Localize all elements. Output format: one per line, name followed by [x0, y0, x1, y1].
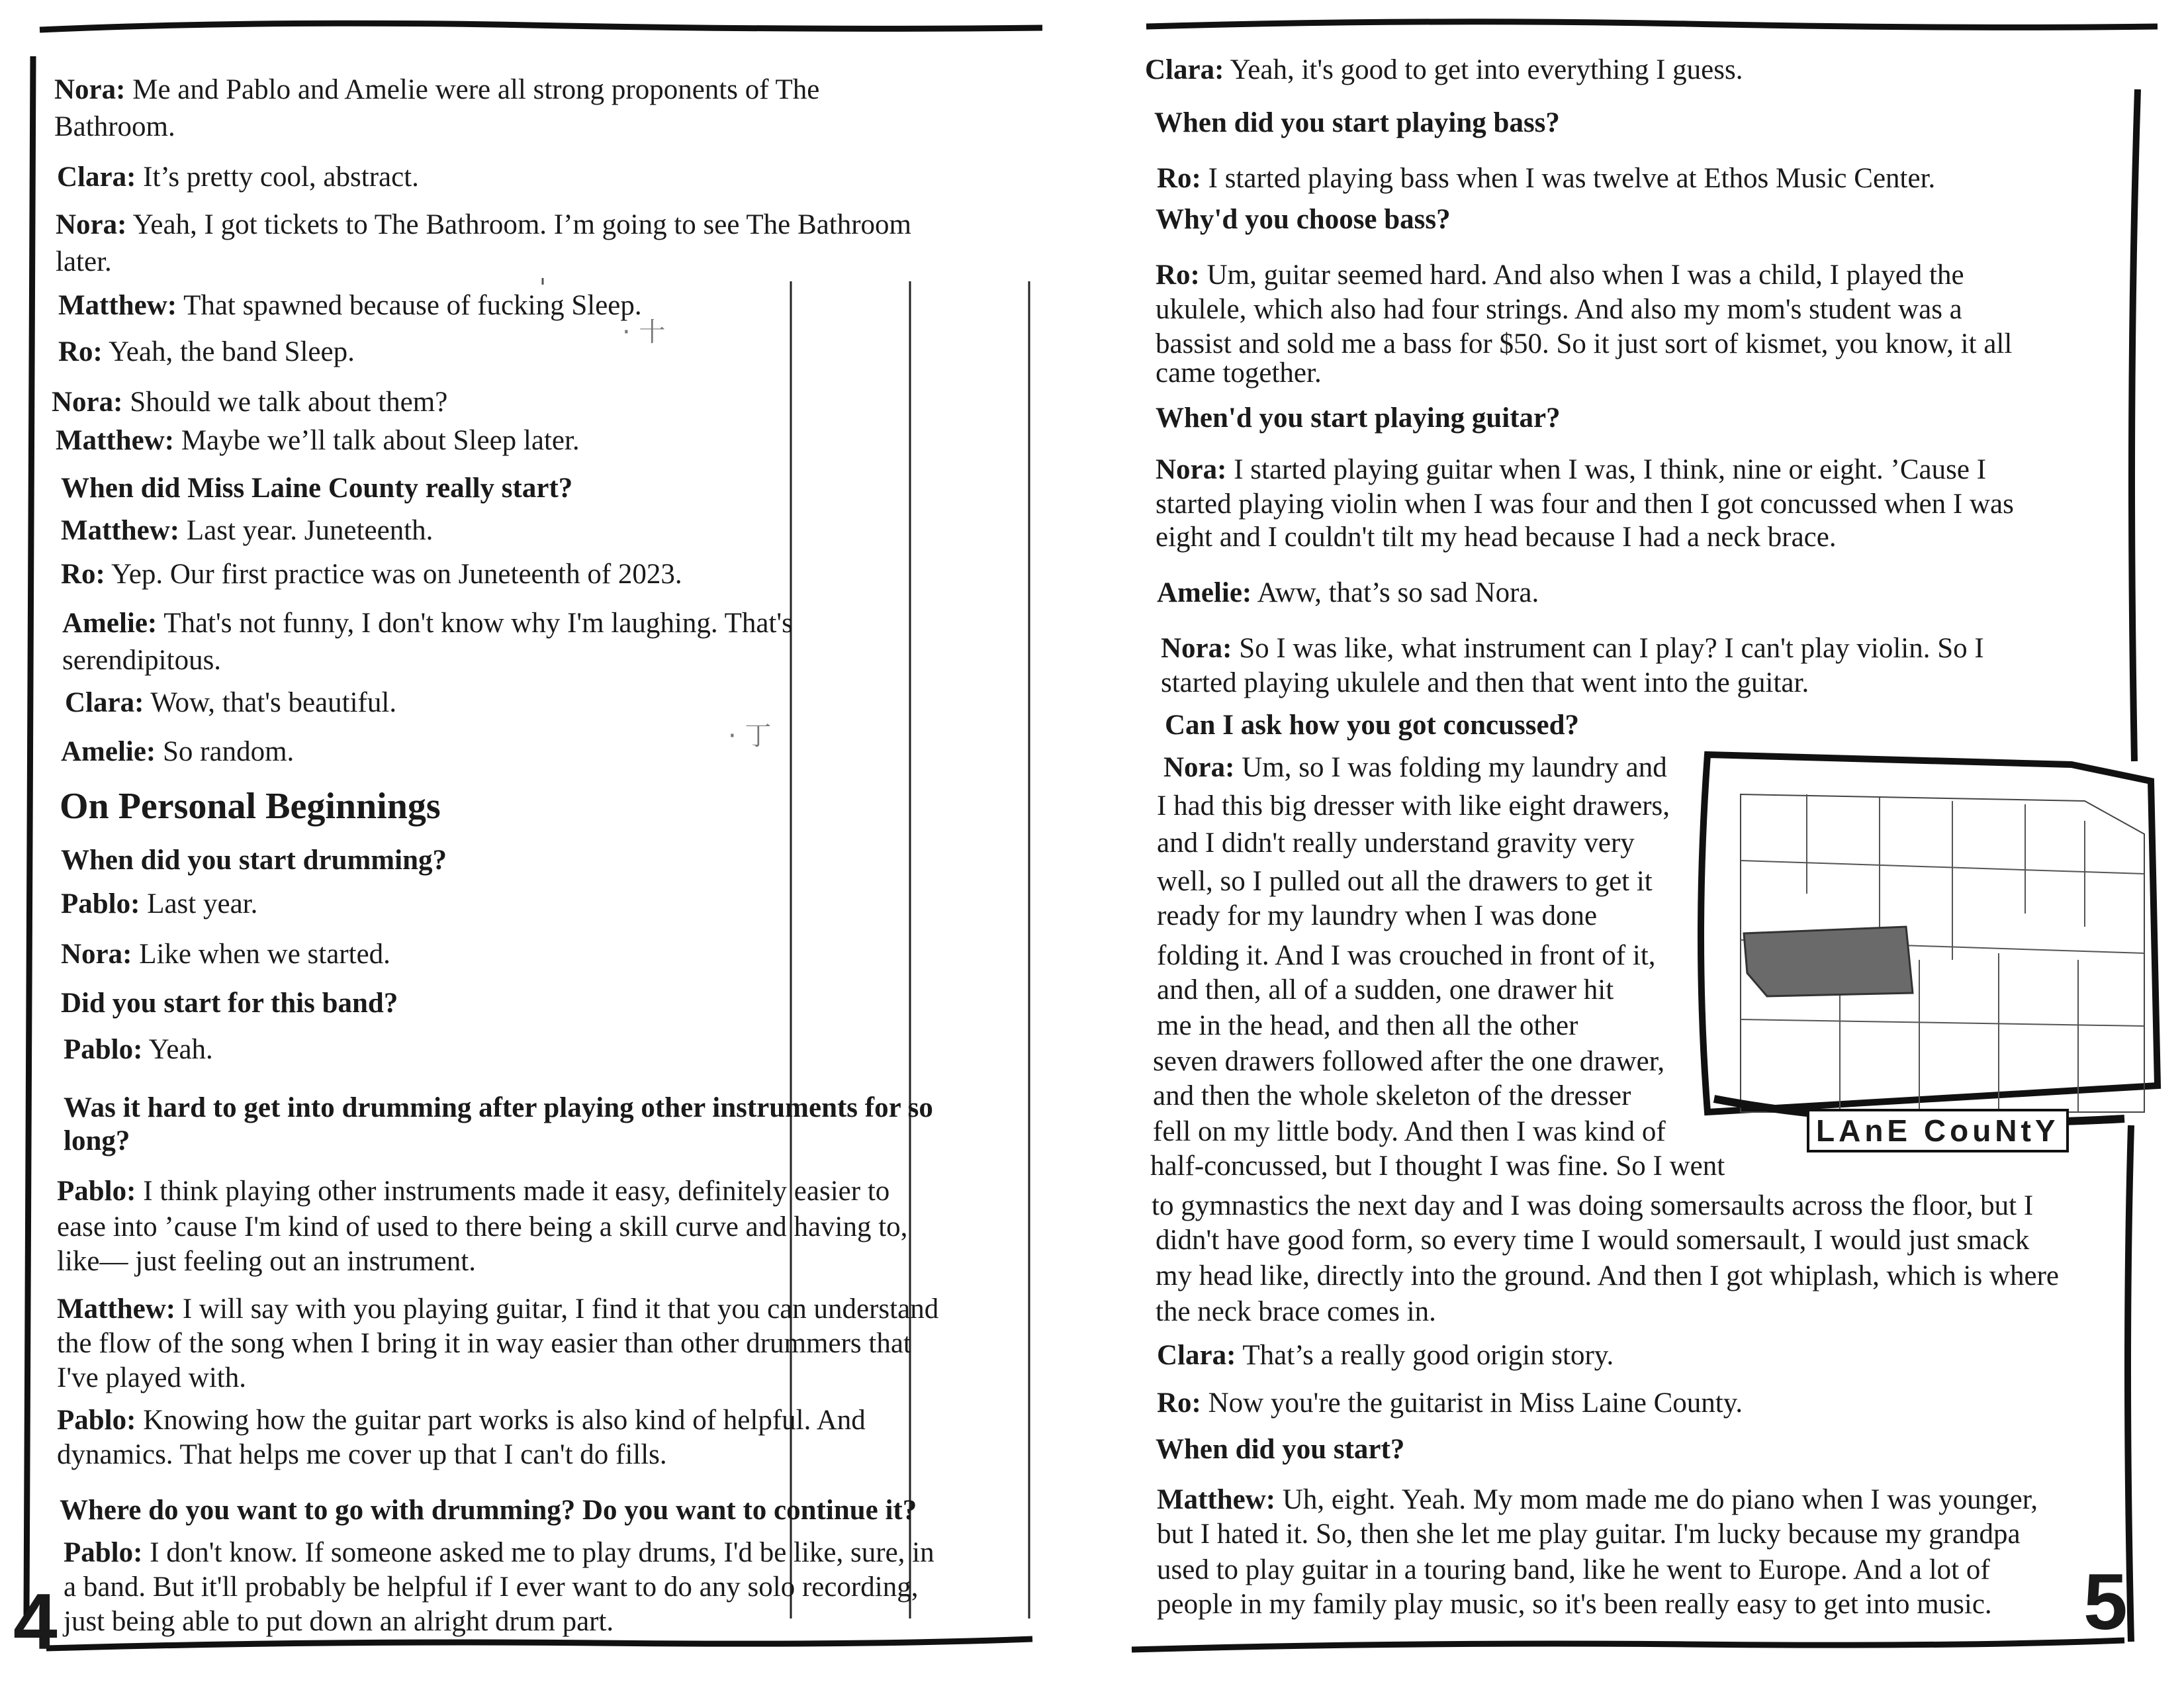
dialogue-line: used to play guitar in a touring band, like he went to Europe. And a lot of	[1157, 1554, 1990, 1585]
dialogue-line: dynamics. That helps me cover up that I can't do fills.	[57, 1439, 667, 1470]
dialogue-line: and then, all of a sudden, one drawer hit	[1157, 974, 1614, 1006]
dialogue-line: I've played with.	[57, 1362, 246, 1393]
dialogue-line: Amelie: That's not funny, I don't know why I'm laughing. That's	[62, 608, 793, 639]
dialogue-line: Ro: Now you're the guitarist in Miss Laine County.	[1157, 1387, 1743, 1419]
page-number: 5	[2083, 1558, 2128, 1646]
dialogue-line: the neck brace comes in.	[1156, 1296, 1436, 1327]
bleed-through-text: · 十	[622, 317, 666, 348]
dialogue-line: Ro: I started playing bass when I was twelve at Ethos Music Center.	[1157, 163, 1936, 194]
dialogue-line: Nora: Um, so I was folding my laundry and	[1163, 752, 1667, 783]
dialogue-line: Pablo: Yeah.	[64, 1034, 213, 1065]
dialogue-line: a band. But it'll probably be helpful if I ever want to do any solo recording,	[64, 1571, 919, 1603]
dialogue-line: Nora: So I was like, what instrument can I play? I can't play violin. So I	[1161, 633, 1984, 664]
dialogue-line: Nora: Me and Pablo and Amelie were all strong proponents of The	[54, 74, 820, 105]
dialogue-line: and I didn't really understand gravity very	[1157, 827, 1635, 859]
dialogue-line: Pablo: Last year.	[61, 888, 258, 919]
section-heading: On Personal Beginnings	[60, 786, 441, 827]
right-page	[1092, 0, 2184, 1688]
dialogue-line: started playing ukulele and then that went into the guitar.	[1161, 667, 1809, 698]
dialogue-line: fell on my little body. And then I was kind of	[1153, 1116, 1666, 1147]
dialogue-line: Clara: Wow, that's beautiful.	[65, 687, 397, 718]
dialogue-line: the flow of the song when I bring it in way easier than other drummers that	[57, 1328, 911, 1359]
dialogue-line: Matthew: I will say with you playing guitar, I find it that you can understand	[57, 1293, 939, 1325]
oregon-county-map	[1688, 741, 2164, 1152]
dialogue-line: I had this big dresser with like eight drawers,	[1157, 790, 1670, 821]
dialogue-line: didn't have good form, so every time I would somersault, I would just smack	[1156, 1225, 2030, 1256]
dialogue-line: started playing violin when I was four and then I got concussed when I was	[1156, 489, 2014, 520]
dialogue-line: Bathroom.	[54, 111, 175, 142]
dialogue-line: Clara: That’s a really good origin story.	[1157, 1340, 1614, 1371]
dialogue-line: Pablo: Knowing how the guitar part works is also kind of helpful. And	[57, 1405, 866, 1436]
dialogue-line: people in my family play music, so it's been really easy to get into music.	[1157, 1589, 1992, 1620]
dialogue-line: just being able to put down an alright drum part.	[64, 1606, 614, 1637]
dialogue-line: like— just feeling out an instrument.	[57, 1246, 476, 1277]
dialogue-line: well, so I pulled out all the drawers to get it	[1157, 866, 1653, 897]
dialogue-line: Nora: Should we talk about them?	[52, 387, 448, 418]
dialogue-line: Ro: Yeah, the band Sleep.	[58, 336, 355, 367]
interview-question: Can I ask how you got concussed?	[1165, 710, 1580, 741]
interview-question: When did you start playing bass?	[1154, 107, 1560, 138]
dialogue-line: but I hated it. So, then she let me play guitar. I'm lucky because my grandpa	[1157, 1519, 2021, 1550]
dialogue-line: folding it. And I was crouched in front of it,	[1157, 940, 1656, 971]
dialogue-line: Clara: Yeah, it's good to get into everything I guess.	[1145, 54, 1743, 85]
dialogue-line: Amelie: So random.	[61, 736, 295, 767]
dialogue-line: seven drawers followed after the one drawer,	[1153, 1046, 1665, 1077]
dialogue-line: Ro: Yep. Our first practice was on Juneteenth of 2023.	[61, 559, 682, 590]
dialogue-line: and then the whole skeleton of the dresser	[1153, 1080, 1631, 1111]
interview-question: When did you start?	[1156, 1434, 1405, 1465]
interview-question: When did Miss Laine County really start?	[61, 473, 573, 504]
dialogue-line: Ro: Um, guitar seemed hard. And also when I was a child, I played the	[1156, 259, 1964, 291]
interview-question: Why'd you choose bass?	[1156, 204, 1451, 235]
dialogue-line: Matthew: That spawned because of fucking Sleep.	[58, 290, 642, 321]
dialogue-line: later.	[56, 246, 112, 277]
dialogue-line: Nora: I started playing guitar when I was, I think, nine or eight. ’Cause I	[1156, 454, 1987, 485]
dialogue-line: came together.	[1156, 357, 1322, 389]
interview-question: long?	[64, 1125, 130, 1156]
dialogue-line: Matthew: Uh, eight. Yeah. My mom made me do piano when I was younger,	[1157, 1484, 2038, 1515]
dialogue-line: Pablo: I think playing other instruments made it easy, definitely easier to	[57, 1176, 890, 1207]
map-label: LAnE CouNtY	[1807, 1109, 2069, 1152]
dialogue-line: Nora: Like when we started.	[61, 939, 390, 970]
dialogue-line: me in the head, and then all the other	[1157, 1010, 1578, 1041]
dialogue-line: Pablo: I don't know. If someone asked me to play drums, I'd be like, sure, in	[64, 1537, 934, 1568]
dialogue-line: half-concussed, but I thought I was fine. So I went	[1150, 1150, 1725, 1182]
dialogue-line: bassist and sold me a bass for $50. So it just sort of kismet, you know, it all	[1156, 328, 2013, 359]
dialogue-line: Nora: Yeah, I got tickets to The Bathroom. I’m going to see The Bathroom	[56, 209, 911, 240]
interview-question: When did you start drumming?	[61, 845, 447, 876]
dialogue-line: Matthew: Last year. Juneteenth.	[61, 515, 433, 546]
lane-county-map	[1688, 741, 2164, 1152]
dialogue-line: my head like, directly into the ground. And then I got whiplash, which is where	[1156, 1260, 2059, 1291]
dialogue-line: ready for my laundry when I was done	[1157, 900, 1598, 931]
dialogue-line: serendipitous.	[62, 645, 222, 676]
dialogue-line: Clara: It’s pretty cool, abstract.	[57, 162, 419, 193]
bleed-through-text: · 丁	[728, 721, 772, 751]
interview-question: Where do you want to go with drumming? Do you want to continue it?	[60, 1495, 917, 1526]
dialogue-line: ukulele, which also had four strings. And also my mom's student was a	[1156, 294, 1962, 325]
dialogue-line: Matthew: Maybe we’ll talk about Sleep later.	[56, 425, 580, 456]
dialogue-line: ease into ’cause I'm kind of used to there being a skill curve and having to,	[57, 1211, 908, 1243]
dialogue-line: Amelie: Aww, that’s so sad Nora.	[1157, 577, 1539, 608]
interview-question: Did you start for this band?	[61, 988, 398, 1019]
dialogue-line: eight and I couldn't tilt my head because I had a neck brace.	[1156, 522, 1837, 553]
interview-question: When'd you start playing guitar?	[1156, 402, 1561, 434]
interview-question: Was it hard to get into drumming after playing other instruments for so	[64, 1092, 933, 1123]
dialogue-line: to gymnastics the next day and I was doing somersaults across the floor, but I	[1152, 1190, 2034, 1221]
page-number: 4	[13, 1577, 58, 1666]
